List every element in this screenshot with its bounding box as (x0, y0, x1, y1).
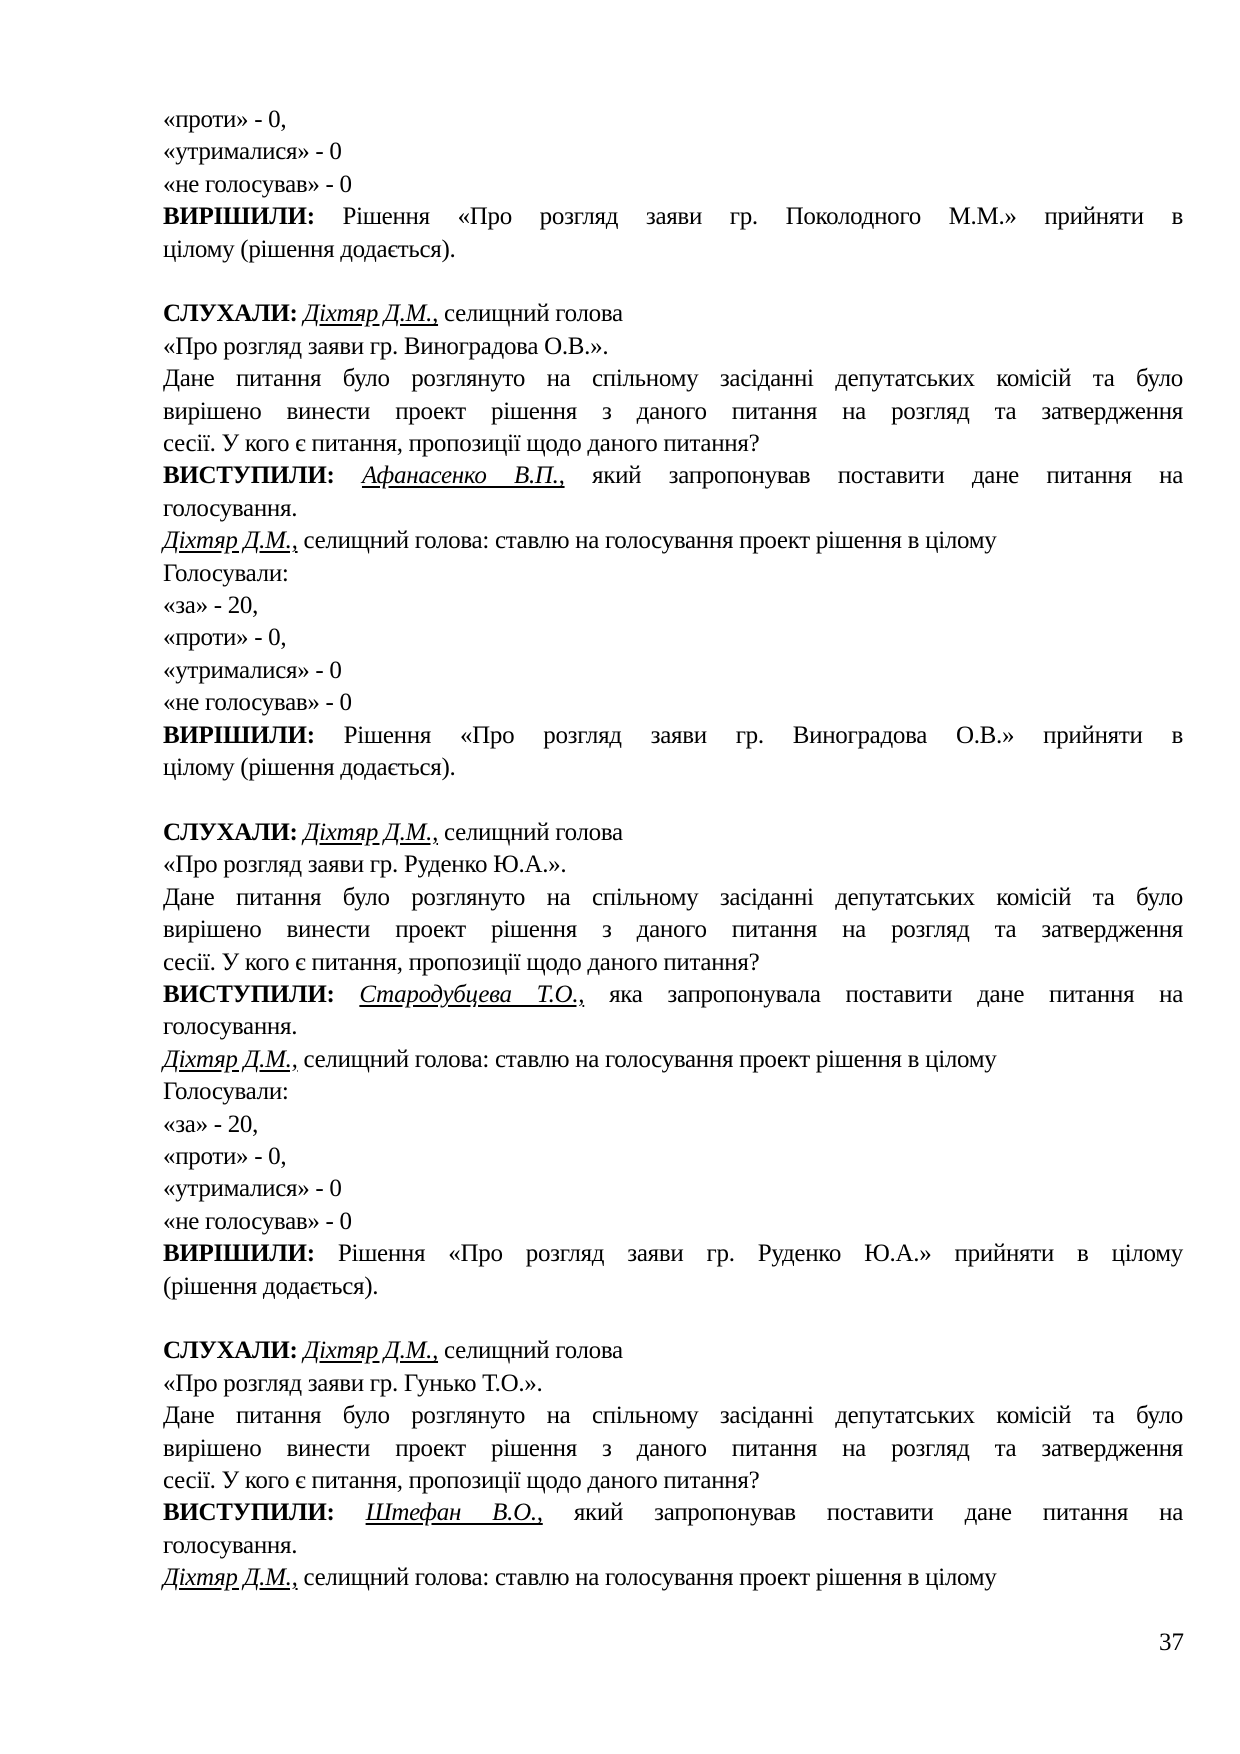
heard-label: СЛУХАЛИ: (163, 1337, 298, 1365)
chair-text: селищний голова: ставлю на голосування проект рішення в цілому (297, 1045, 997, 1073)
page-number: 37 (1159, 1629, 1184, 1656)
speaker-name: Діхтяр Д.М., (303, 1337, 439, 1365)
speaker-name: Афанасенко В.П., (361, 462, 565, 490)
section-gap (163, 266, 1183, 298)
chair-name: Діхтяр Д.М., (163, 1045, 298, 1073)
decision-line (163, 1238, 1183, 1270)
speaker-text-cont: голосування. (163, 1013, 298, 1041)
paragraph-line: сесії. У кого є питання, пропозиції щодо даного питання? (163, 430, 760, 458)
vote-not-voted: «не голосував» - 0 (163, 1207, 352, 1235)
decision-line (163, 201, 1183, 233)
vote-for: «за» - 20, (163, 592, 259, 620)
speaker-role: селищний голова (438, 818, 623, 846)
topic-title: «Про розгляд заяви гр. Руденко Ю.А.». (163, 851, 567, 879)
speakers-label: ВИСТУПИЛИ: (163, 462, 335, 490)
speaker-role: селищний голова (438, 300, 623, 328)
chair-line (163, 1044, 1183, 1076)
vote-against: «проти» - 0, (163, 106, 287, 133)
section-gap (163, 1303, 1183, 1335)
paragraph-line: вирішено винести проект рішення з даного питання на розгляд та затвердження (163, 1434, 1183, 1462)
speaker-text-cont: голосування. (163, 494, 298, 522)
speaker-name: Штефан В.О., (365, 1499, 543, 1527)
speaker-name: Стародубцева Т.О., (359, 980, 585, 1008)
decision-text: Рішення «Про розгляд заяви гр. Поколодного М.М.» прийняти в (314, 203, 1183, 231)
speakers-line (163, 460, 1183, 492)
heard-label: СЛУХАЛИ: (163, 300, 298, 328)
heard-label: СЛУХАЛИ: (163, 818, 298, 846)
voted-label: Голосували: (163, 559, 289, 587)
vote-abstained: «утрималися» - 0 (163, 138, 342, 166)
decision-line (163, 720, 1183, 752)
heard-line (163, 817, 1183, 849)
speaker-text: яка запропонувала поставити дане питання на (584, 980, 1184, 1008)
vote-against: «проти» - 0, (163, 624, 287, 652)
document-page (163, 104, 1183, 1595)
vote-abstained: «утрималися» - 0 (163, 656, 342, 684)
decision-label: ВИРІШИЛИ: (163, 721, 315, 749)
chair-text: селищний голова: ставлю на голосування проект рішення в цілому (297, 527, 997, 555)
vote-against: «проти» - 0, (163, 1142, 287, 1170)
chair-line (163, 1562, 1183, 1594)
topic-title: «Про розгляд заяви гр. Виноградова О.В.». (163, 332, 609, 360)
paragraph-line: сесії. У кого є питання, пропозиції щодо даного питання? (163, 948, 760, 976)
paragraph-line: Дане питання було розглянуто на спільному засіданні депутатських комісій та було (163, 883, 1183, 911)
speakers-line (163, 979, 1183, 1011)
paragraph-line: Дане питання було розглянуто на спільному засіданні депутатських комісій та було (163, 1402, 1183, 1430)
paragraph-line: сесії. У кого є питання, пропозиції щодо даного питання? (163, 1467, 760, 1495)
decision-text-cont: цілому (рішення додається). (163, 235, 456, 263)
chair-text: селищний голова: ставлю на голосування проект рішення в цілому (297, 1564, 997, 1592)
paragraph-line: вирішено винести проект рішення з даного питання на розгляд та затвердження (163, 397, 1183, 425)
chair-name: Діхтяр Д.М., (163, 527, 298, 555)
speakers-label: ВИСТУПИЛИ: (163, 980, 335, 1008)
decision-label: ВИРІШИЛИ: (163, 1240, 315, 1268)
decision-label: ВИРІШИЛИ: (163, 203, 315, 231)
vote-abstained: «утрималися» - 0 (163, 1175, 342, 1203)
speaker-text-cont: голосування. (163, 1531, 298, 1559)
speaker-text: який запропонував поставити дане питання на (564, 462, 1183, 490)
chair-name: Діхтяр Д.М., (163, 1564, 298, 1592)
vote-for: «за» - 20, (163, 1110, 259, 1138)
section-gap (163, 785, 1183, 817)
decision-text: Рішення «Про розгляд заяви гр. Виноградова О.В.» прийняти в (314, 721, 1183, 749)
decision-text: Рішення «Про розгляд заяви гр. Руденко Ю.А.» прийняти в цілому (314, 1240, 1183, 1268)
decision-text-cont: (рішення додається). (163, 1272, 379, 1300)
speaker-name: Діхтяр Д.М., (303, 818, 439, 846)
paragraph-line: Дане питання було розглянуто на спільному засіданні депутатських комісій та було (163, 365, 1183, 393)
topic-title: «Про розгляд заяви гр. Гунько Т.О.». (163, 1369, 543, 1397)
speaker-text: який запропонував поставити дане питання на (542, 1499, 1184, 1527)
speakers-label: ВИСТУПИЛИ: (163, 1499, 335, 1527)
chair-line (163, 525, 1183, 557)
vote-not-voted: «не голосував» - 0 (163, 170, 352, 198)
speaker-name: Діхтяр Д.М., (303, 300, 439, 328)
decision-text-cont: цілому (рішення додається). (163, 754, 456, 782)
heard-line (163, 298, 1183, 330)
speakers-line (163, 1497, 1183, 1529)
voted-label: Голосували: (163, 1078, 289, 1106)
paragraph-line: вирішено винести проект рішення з даного питання на розгляд та затвердження (163, 916, 1183, 944)
heard-line (163, 1335, 1183, 1367)
speaker-role: селищний голова (438, 1337, 623, 1365)
vote-not-voted: «не голосував» - 0 (163, 689, 352, 717)
